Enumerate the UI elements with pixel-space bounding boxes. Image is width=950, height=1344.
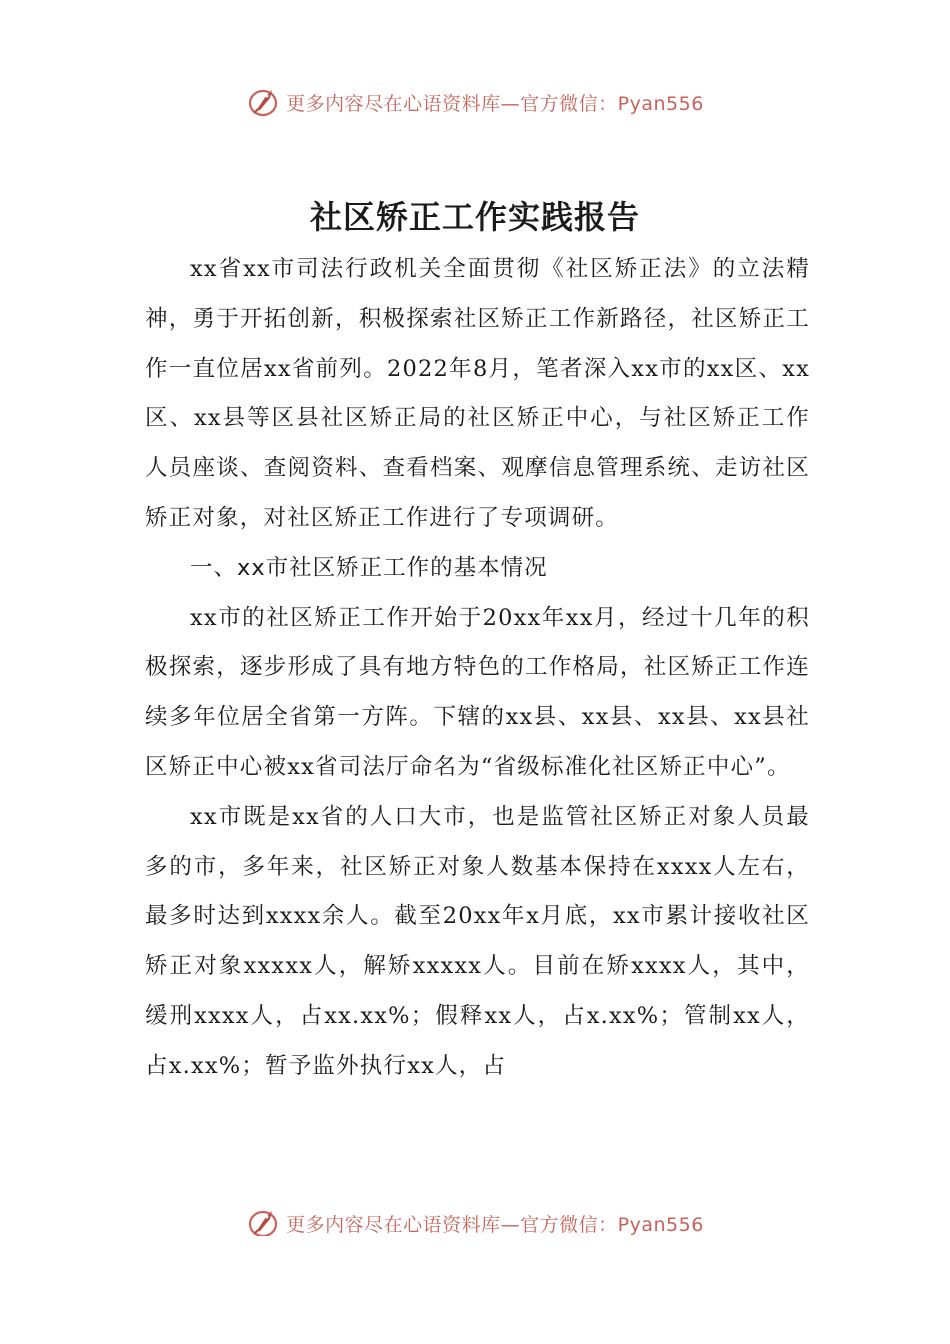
document-title: 社区矫正工作实践报告 (309, 198, 640, 236)
footer-watermark (0, 1202, 950, 1236)
section-heading: 一、xx市社区矫正工作的基本情况 (190, 554, 548, 581)
intro-paragraph: xx省xx市司法行政机关全面贯彻《社区矫正法》的立法精神，勇于开拓创新，积极探索社区矫正工作新路径，社区矫正工作一直位居xx省前列。2022年8月，笔者深入xx市的xx区、xx区、xx县等区县社区矫正局的社区矫正中心，与社区矫正工作人员座谈、查阅资料、查看档案、观摩信息管理系统、走访社区矫正对象，对社区矫正工作进行了专项调研。 (145, 256, 810, 531)
section-paragraph: xx市的社区矫正工作开始于20xx年xx月，经过十几年的积极探索，逐步形成了具有地方特色的工作格局，社区矫正工作连续多年位居全省第一方阵。下辖的xx县、xx县、xx县、xx县社区矫正中心被xx省司法厅命名为“省级标准化社区矫正中心”。 (145, 604, 810, 780)
watermark-text: 更多内容尽在心语资料库—官方微信：Pyan556 (286, 92, 704, 115)
watermark-text: 更多内容尽在心语资料库—官方微信：Pyan556 (286, 1213, 704, 1236)
pen-nib-logo-icon (246, 84, 282, 120)
section-paragraph: xx市既是xx省的人口大市，也是监管社区矫正对象人员最多的市，多年来，社区矫正对象人数基本保持在xxxx人左右，最多时达到xxxx余人。截至20xx年x月底，xx市累计接收社区矫正对象xxxxx人，解矫xxxxx人。目前在矫xxxx人，其中，缓刑xxxx人，占xx.xx%；假释xx人，占x.xx%；管制xx人，占x.xx%；暂予监外执行xx人，占 (145, 803, 810, 1079)
document-body (145, 245, 810, 1092)
pen-nib-logo-icon (246, 1205, 282, 1236)
header-watermark (0, 82, 950, 122)
